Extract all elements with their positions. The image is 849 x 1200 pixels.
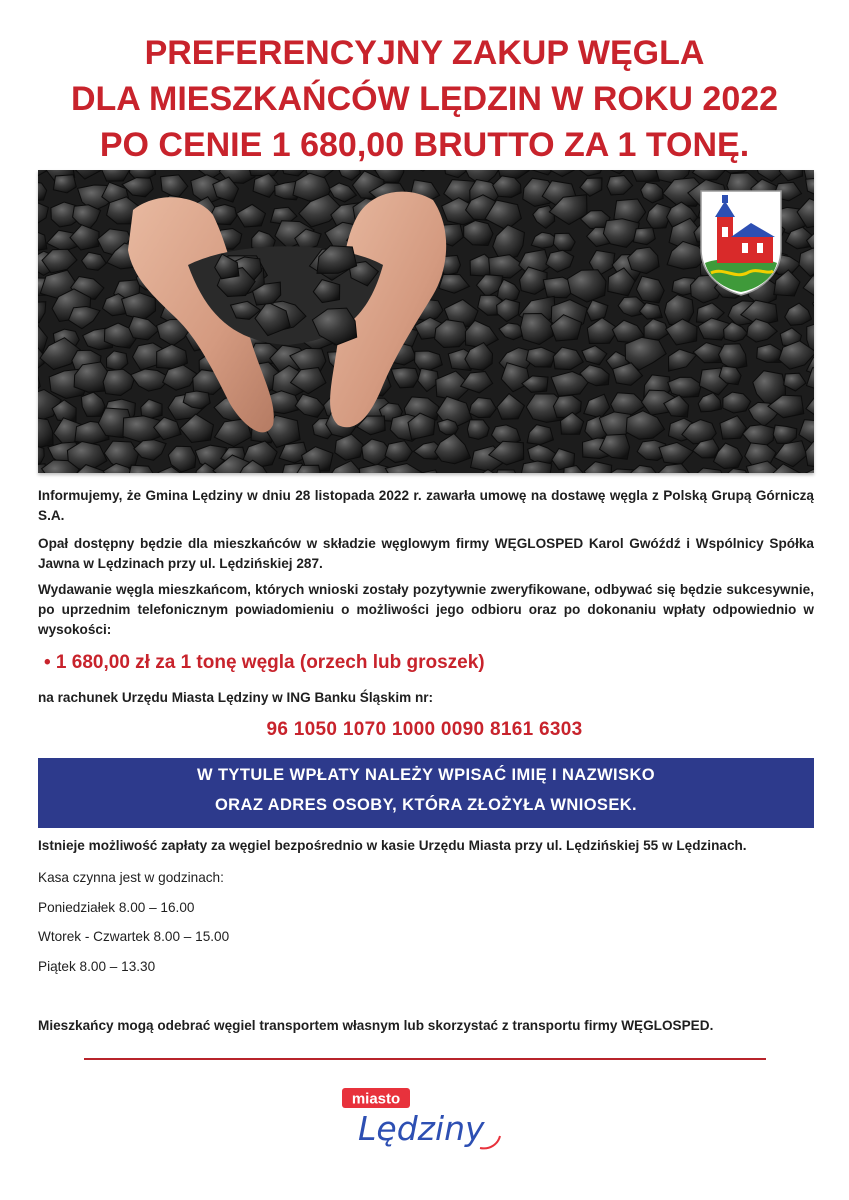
paragraph-availability: Opał dostępny będzie dla mieszkańców w składzie węglowym firmy WĘGLOSPED Karol Gwóźdź i Wspólnicy Spółka Jawna w Lędzinach przy ul. Lędzińskiej 287. (38, 536, 814, 571)
poster-title (0, 30, 849, 168)
banner-line-1: W TYTULE WPŁATY NALEŻY WPISAĆ IMIĘ I NAZWISKO (197, 766, 655, 784)
hours-tuesday-thursday: Wtorek - Czwartek 8.00 – 15.00 (38, 929, 230, 944)
bank-account-number: 96 1050 1070 1000 0090 8161 6303 (266, 719, 583, 740)
payment-title-banner (38, 758, 814, 828)
title-line-1: PREFERENCYJNY ZAKUP WĘGLA (144, 34, 705, 72)
transport-note: Mieszkańcy mogą odebrać węgiel transportem własnym lub skorzystać z transportu firmy WĘGLOSPED. (38, 1018, 714, 1033)
miasto-ledziny-logo (340, 1078, 510, 1158)
hours-monday: Poniedziałek 8.00 – 16.00 (38, 900, 195, 915)
price-bullet: • 1 680,00 zł za 1 tonę węgla (orzech lub groszek) (44, 652, 485, 673)
account-intro: na rachunek Urzędu Miasta Lędziny w ING Banku Śląskim nr: (38, 690, 434, 705)
coat-of-arms-emblem (697, 187, 785, 297)
title-line-3: PO CENIE 1 680,00 BRUTTO ZA 1 TONĘ. (99, 126, 750, 164)
logo-top-text: miasto (351, 1090, 401, 1108)
hours-friday: Piątek 8.00 – 13.30 (38, 959, 156, 974)
banner-line-2: ORAZ ADRES OSOBY, KTÓRA ZŁOŻYŁA WNIOSEK. (214, 796, 638, 814)
cashier-hours-title: Kasa czynna jest w godzinach: (38, 870, 224, 885)
paragraph-distribution: Wydawanie węgla mieszkańcom, których wnioski zostały pozytywnie zweryfikowane, odbywać się będzie sukcesywnie, po uprzednim telefonicznym powiadomieniu o możliwości jego odbioru oraz po dokonaniu wpłaty odpowiednio w wysokości: (38, 582, 814, 637)
logo-bottom-text: Lędziny (358, 1109, 485, 1148)
title-line-2: DLA MIESZKAŃCÓW LĘDZIN W ROKU 2022 (70, 80, 779, 118)
cashier-intro: Istnieje możliwość zapłaty za węgiel bezpośrednio w kasie Urzędu Miasta przy ul. Lędzińskiej 55 w Lędzinach. (38, 838, 747, 853)
paragraph-agreement: Informujemy, że Gmina Lędziny w dniu 28 listopada 2022 r. zawarła umowę na dostawę węgla z Polską Grupą Górniczą S.A. (38, 488, 814, 523)
divider-line (84, 1058, 766, 1060)
